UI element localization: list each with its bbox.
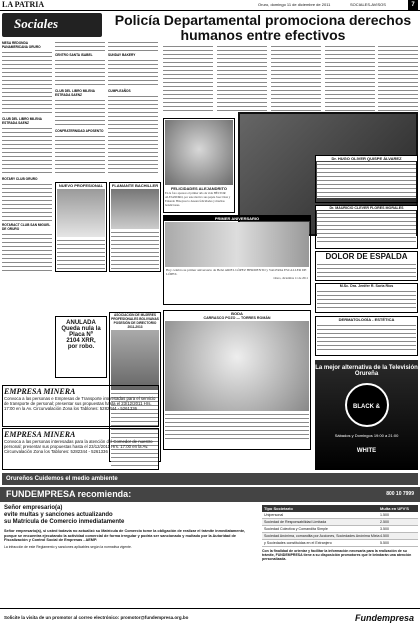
asociacion-title: ASOCIACIÓN DE MUJERES PROFESIONALES BOLIVIANAS POSESIÓN DE DIRECTORIO 2011-2013 [111, 313, 159, 329]
subhead-centro: CENTRO SANTA ISABEL [55, 53, 93, 57]
photo-title: FLAMANTE BACHILLER [111, 183, 159, 188]
empresa-minera-ad-2: EMPRESA MINERA Convoca a las personas interesadas para la atención del Comedor de nuestro personal; presentar sus propuestas hasta el 23/12/2011 Hrs. 17:00 en la Av. Circunvalación Zona los Tablones: 5282344 - 5261336 [2, 428, 159, 470]
subhead-club-libro: CLUB DEL LIBRO MILENA ESTRADA SAENZ [2, 117, 42, 125]
body-text [55, 58, 105, 88]
subhead-mesa-redonda: MESA REDONDA PANAMERICANA ORURO [2, 41, 41, 49]
article-column-2 [217, 44, 267, 112]
dermatologia-ad: DERMATOLOGÍA - ESTÉTICA [315, 316, 418, 356]
newspaper-name: LA PATRIA [2, 0, 45, 9]
doctor-ad-2: Dr. MAURICIO CLEVER FLORES MORALES [315, 205, 418, 249]
subhead-rotaract: ROTARACT CLUB SAN MIGUEL DE ORURO [2, 223, 51, 231]
dolor-ad: DOLOR DE ESPALDA [315, 251, 418, 281]
table-cell: Sociedad Colectiva y Comandita Simple [264, 527, 328, 531]
promo-strip: Orureños Cuidemos el medio ambiente [2, 473, 418, 485]
table-row [262, 540, 418, 547]
article-column-1 [163, 44, 213, 112]
table-row [262, 512, 418, 519]
table-cell: 1.500 [380, 513, 389, 517]
wedding-photo [165, 321, 309, 411]
article-column-3 [271, 44, 321, 112]
photo-title: NUEVO PROFESIONAL [56, 183, 106, 188]
table-cell: Sociedad de Responsabilidad Limitada [264, 520, 327, 524]
body-text [108, 58, 158, 88]
baby-photo [165, 120, 233, 185]
article-column-4 [325, 44, 375, 112]
subhead-rotary: ROTARY CLUB ORURO [2, 177, 38, 181]
photo-title: BODA [164, 311, 310, 316]
fundempresa-table: Tipo Societario Multa en UFV'S Unipersonal 1.500 Sociedad de Responsabilidad Limitada 2.500 Sociedad Colectiva y Comandita Simple 3.500 Sociedad Anónima, comandita por Acciones, Sociedades Anónima Mixta 4.500 y Sociedades constituidas en el Extranjero 5.500 Con la finalidad de orientar y facilitar la información necesaria para la realización de su trámite, FUNDEMPRESA tiene a su disposición promotores que le brindarán una atención personalizada. [262, 505, 418, 583]
photo-caption [57, 238, 105, 270]
table-row [262, 519, 418, 526]
fundempresa-logo: Fundempresa [354, 613, 414, 623]
body-text [55, 134, 105, 174]
body-text [2, 50, 52, 116]
headline: Policía Departamental promociona derechos humanos entre efectivos [114, 12, 412, 43]
graduate-photo [57, 189, 105, 237]
table-row [262, 533, 418, 540]
doctor-ad-1: Dr. HUGO OLIVER QUISPE ÁLVAREZ [315, 155, 418, 203]
empresa-minera-ad-1: EMPRESA MINERA Convoca a las personas e Empresas de Transporte interesadas para el servicio de transporte de personal; presentar sus propuestas hasta el 23/12/2011 Hrs. 17:00 en la Av. Circunvalación Zona los Tablones: 5282344 - 5261336 [2, 385, 159, 427]
bachiller-photo [111, 189, 159, 229]
subhead-confraternidad: CONFRATERNIDAD APOSENTO [55, 129, 104, 133]
photo-caption: Hoy celebra su primer aniversario de Bebé ARIEL LÓPEZ HERMENTO y VALERIA ESCALLER DE LÓPEZ. [166, 268, 307, 276]
page-number: 7 [408, 0, 418, 10]
flamante-bachiller-box [109, 182, 161, 272]
table-cell: 5.500 [380, 541, 389, 545]
third-column [108, 40, 158, 180]
photo-caption: En la foto aparece el primer año de vida HÉCTOR ALEJANDRO, por este motivo sus papás Jose Chuz y Eduardo Hinojosa lo desean felicidades y muchas bendiciones. [165, 191, 231, 207]
subhead-sunday: SUNDAY BAKERY [108, 53, 136, 57]
body-text [108, 94, 158, 174]
subhead-cumpleanos: CUMPLEAÑOS [108, 89, 131, 93]
photo-caption [165, 412, 309, 442]
table-cell: y Sociedades constituidas en el Extranjero [264, 541, 332, 545]
contact-phone: 800 10 7999 [386, 491, 414, 497]
body-text [55, 40, 105, 52]
black-white-logo: BLACK & WHITE [345, 383, 389, 427]
body-text [108, 40, 158, 52]
left-column [2, 40, 52, 285]
anniversary-photo [165, 222, 309, 267]
ortopedic-ad: M.Sc. Dra. Jenifer R. Soria Ríos [315, 283, 418, 313]
photo-title: PRIMER ANIVERSARIO [164, 216, 310, 221]
fundempresa-footer: Solicite la visita de un promotor al correo electrónico: promotor@fundempresa.org.bo Fundempresa [0, 608, 420, 630]
table-cell: Unipersonal [264, 513, 284, 517]
asociacion-photo [111, 330, 159, 390]
article-column-5 [378, 44, 418, 112]
fundempresa-bar: FUNDEMPRESA recomienda: 800 10 7999 [0, 487, 420, 502]
body-text [55, 98, 105, 128]
body-text [2, 182, 52, 222]
table-cell: 4.500 [380, 534, 389, 538]
nuevo-profesional-box [55, 182, 107, 272]
photo-subtitle: CARRASCO POZO — TORRES ROMÁN [164, 316, 310, 320]
boda-box [163, 310, 311, 450]
felicidades-box [163, 118, 235, 213]
section-banner: Sociales [2, 13, 102, 37]
table-cell: 2.500 [380, 520, 389, 524]
header-date: Oruro, domingo 11 de diciembre de 2011 [258, 2, 331, 7]
aniversario-box [163, 215, 311, 305]
header-section: SOCIALES-AVISOS [350, 2, 386, 7]
subhead-club-libro-2: CLUB DEL LIBRO MILENA ESTRADA SAENZ [55, 89, 95, 97]
photo-date: Oruro, diciembre 11 de 2011 [273, 276, 308, 280]
table-cell: Sociedad Anónima, comandita por Acciones, Sociedades Anónima Mixta [264, 534, 380, 538]
anulada-ad: ANULADA Queda nula la Placa Nº 2104 XRR, por robo. [55, 316, 107, 378]
table-row [262, 526, 418, 533]
tv-channel-ad: La mejor alternativa de la Televisión Orureña BLACK & WHITE Sábados y Domingos 19:00 a 21:00 [315, 360, 418, 470]
photo-caption [111, 230, 159, 270]
second-column [55, 40, 105, 180]
table-cell: 3.500 [380, 527, 389, 531]
body-text [2, 126, 52, 176]
fundempresa-text: Señor empresario(a) evite multas y sanciones actualizando su Matrícula de Comercio inmediatamente Señor empresario(a), si usted todavía no actualizó su Matrícula de Comercio tome la obligación de realizar el trámite inmediatamente, porque se encuentra ejecutando la actividad comercial de forma irregular y podría ser sancionado y multado por la Autoridad de Fiscalización y Control Social de Empresas - AEMP. La infracción de este Reglamento y sanciones aplicables según la normativa vigente. [4, 505, 246, 549]
body-text [2, 232, 52, 272]
photo-title: FELICIDADES ALEJANDRITO [164, 186, 234, 191]
page-header [0, 0, 420, 11]
